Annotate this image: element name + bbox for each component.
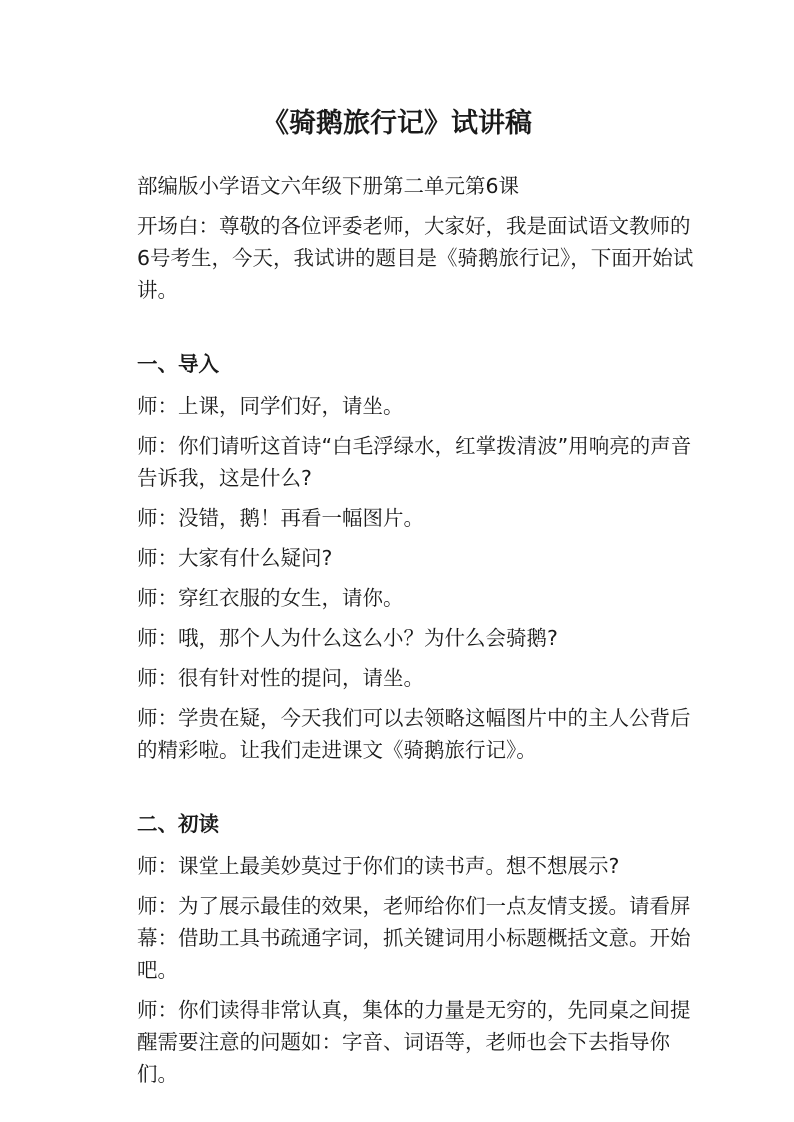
speaker-label: 师：: [137, 854, 178, 878]
dialogue-text: 穿红衣服的女生，请你。: [178, 586, 404, 610]
speaker-label: 师：: [137, 434, 178, 458]
dialogue-line: [137, 430, 697, 494]
opening-paragraph: 开场白：尊敬的各位评委老师，大家好，我是面试语文教师的6号考生，今天，我试讲的题目是《骑鹅旅行记》，下面开始试讲。: [137, 214, 694, 302]
section-heading: 二、初读: [137, 812, 219, 836]
speaker-label: 师：: [137, 546, 178, 570]
dialogue-line: [137, 850, 697, 882]
document-body: [137, 170, 697, 1098]
speaker-label: 师：: [137, 706, 178, 730]
speaker-label: 师：: [137, 506, 178, 530]
dialogue-text: 很有针对性的提问，请坐。: [178, 666, 424, 690]
dialogue-text: 学贵在疑，今天我们可以去领略这幅图片中的主人公背后的精彩啦。让我们走进课文《骑鹅旅行记》。: [137, 706, 691, 762]
section-spacer: [137, 774, 697, 808]
dialogue-text: 为了展示最佳的效果，老师给你们一点友情支援。请看屏幕：借助工具书疏通字词，抓关键词用小标题概括文意。开始吧。: [137, 894, 691, 982]
dialogue-text: 课堂上最美妙莫过于你们的读书声。想不想展示?: [178, 854, 620, 878]
dialogue-text: 上课，同学们好，请坐。: [178, 394, 404, 418]
dialogue-text: 大家有什么疑问?: [178, 546, 333, 570]
speaker-label: 师：: [137, 626, 178, 650]
section-heading: 一、导入: [137, 352, 219, 376]
dialogue-line: [137, 890, 697, 986]
dialogue-line: [137, 542, 697, 574]
dialogue-line: [137, 582, 697, 614]
speaker-label: 师：: [137, 666, 178, 690]
dialogue-line: [137, 502, 697, 534]
dialogue-line: [137, 622, 697, 654]
subtitle: 部编版小学语文六年级下册第二单元第6课: [137, 174, 520, 198]
dialogue-text: 你们读得非常认真，集体的力量是无穷的，先同桌之间提醒需要注意的问题如：字音、词语等，老师也会下去指导你们。: [137, 998, 691, 1086]
speaker-label: 师：: [137, 394, 178, 418]
dialogue-text: 哦，那个人为什么这么小？为什么会骑鹅?: [178, 626, 558, 650]
speaker-label: 师：: [137, 894, 178, 918]
section-first-reading: [137, 808, 697, 1090]
dialogue-text: 没错，鹅！再看一幅图片。: [178, 506, 424, 530]
dialogue-line: [137, 662, 697, 694]
speaker-label: 师：: [137, 998, 178, 1022]
dialogue-text: 你们请听这首诗“白毛浮绿水，红掌拨清波”用响亮的声音告诉我，这是什么?: [137, 434, 692, 490]
dialogue-line: [137, 702, 697, 766]
speaker-label: 师：: [137, 586, 178, 610]
section-spacer: [137, 314, 697, 348]
dialogue-line: [137, 390, 697, 422]
section-intro: [137, 348, 697, 766]
dialogue-line: [137, 994, 697, 1090]
document-title: 《骑鹅旅行记》试讲稿: [262, 108, 532, 139]
